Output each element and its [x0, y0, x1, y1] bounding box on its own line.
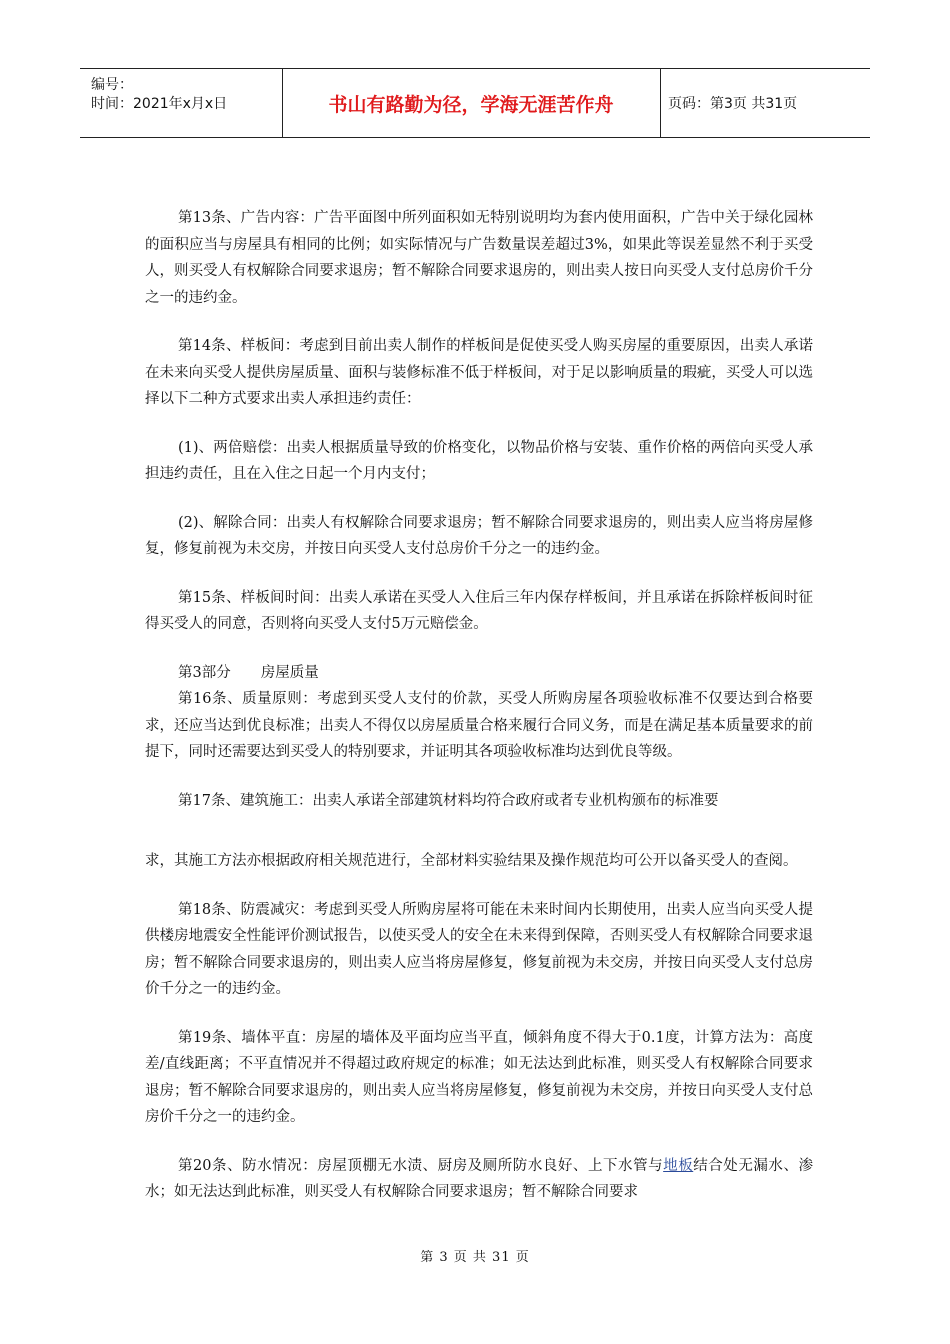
article-13: 第13条、广告内容：广告平面图中所列面积如无特别说明均为套内使用面积，广告中关于绿化园林的面积应当与房屋具有相同的比例；如实际情况与广告数量误差超过3%，如果此等误差显然不利于买受人，则买受人有权解除合同要求退房；暂不解除合同要求退房的，则出卖人按日向买受人支付总房价千分之一的违约金。: [145, 210, 813, 306]
section-heading: [145, 660, 813, 687]
time-label: 时间：2021年x月x日: [91, 96, 228, 112]
article-20-text-before: 第20条、防水情况：房屋顶棚无水渍、厨房及厕所防水良好、上下水管与: [178, 1157, 664, 1174]
article-17-continued: 求，其施工方法亦根据政府相关规范进行，全部材料实验结果及操作规范均可公开以备买受人的查阅。: [145, 853, 798, 869]
article-14-option-2: (2)、解除合同：出卖人有权解除合同要求退房；暂不解除合同要求退房的，则出卖人应当将房屋修复，修复前视为未交房，并按日向买受人支付总房价千分之一的违约金。: [145, 514, 813, 557]
page-header: [80, 68, 870, 138]
article-20: [145, 1153, 813, 1206]
article-18: 第18条、防震减灾：考虑到买受人所购房屋将可能在未来时间内长期使用，出卖人应当向买受人提供楼房地震安全性能评价测试报告，以使买受人的安全在未来得到保障，否则买受人有权解除合同要求退房；暂不解除合同要求退房的，则出卖人应当将房屋修复，修复前视为未交房，并按日向买受人支付总房价千分之一的违约金。: [145, 901, 813, 997]
floor-link[interactable]: 地板: [663, 1157, 694, 1174]
header-meta-cell: [80, 69, 283, 137]
article-20-text-after: 结合处无漏水、渗水；如无法达到此标准，则买受人有权解除合同要求退房；暂不解除合同要求: [145, 1157, 813, 1200]
article-16: 第16条、质量原则：考虑到买受人支付的价款，买受人所购房屋各项验收标准不仅要达到合格要求，还应当达到优良标准；出卖人不得仅以房屋质量合格来履行合同义务，而是在满足基本质量要求的前提下，同时还需要达到买受人的特别要求，并证明其各项验收标准均达到优良等级。: [145, 691, 813, 760]
header-page-info: 页码：第3页 共31页: [668, 96, 798, 112]
article-15: 第15条、样板间时间：出卖人承诺在买受人入住后三年内保存样板间，并且承诺在拆除样板间时征得买受人的同意，否则将向买受人支付5万元赔偿金。: [145, 589, 813, 632]
section-number: 第3部分: [178, 664, 231, 681]
article-14-option-1: (1)、两倍赔偿：出卖人根据质量导致的价格变化，以物品价格与安装、重作价格的两倍向买受人承担违约责任，且在入住之日起一个月内支付；: [145, 439, 813, 482]
article-17-line-1: 第17条、建筑施工：出卖人承诺全部建筑材料均符合政府或者专业机构颁布的标准要: [178, 792, 719, 809]
document-body: [145, 205, 813, 1206]
article-19: 第19条、墙体平直：房屋的墙体及平面均应当平直，倾斜角度不得大于0.1度，计算方法为：高度差/直线距离；不平直情况并不得超过政府规定的标准；如无法达到此标准，则买受人有权解除合同要求退房；暂不解除合同要求退房的，则出卖人应当将房屋修复，修复前视为未交房，并按日向买受人支付总房价千分之一的违约金。: [145, 1029, 813, 1125]
section-title: 房屋质量: [260, 664, 319, 681]
header-motto: 书山有路勤为径，学海无涯苦作舟: [282, 69, 661, 137]
serial-label: 编号：: [91, 77, 133, 93]
article-14: 第14条、样板间：考虑到目前出卖人制作的样板间是促使买受人购买房屋的重要原因，出卖人承诺在未来向买受人提供房屋质量、面积与装修标准不低于样板间，对于足以影响质量的瑕疵，买受人可以选择以下二种方式要求出卖人承担违约责任：: [145, 338, 813, 407]
page-footer: 第 3 页 共 31 页: [420, 1250, 530, 1265]
